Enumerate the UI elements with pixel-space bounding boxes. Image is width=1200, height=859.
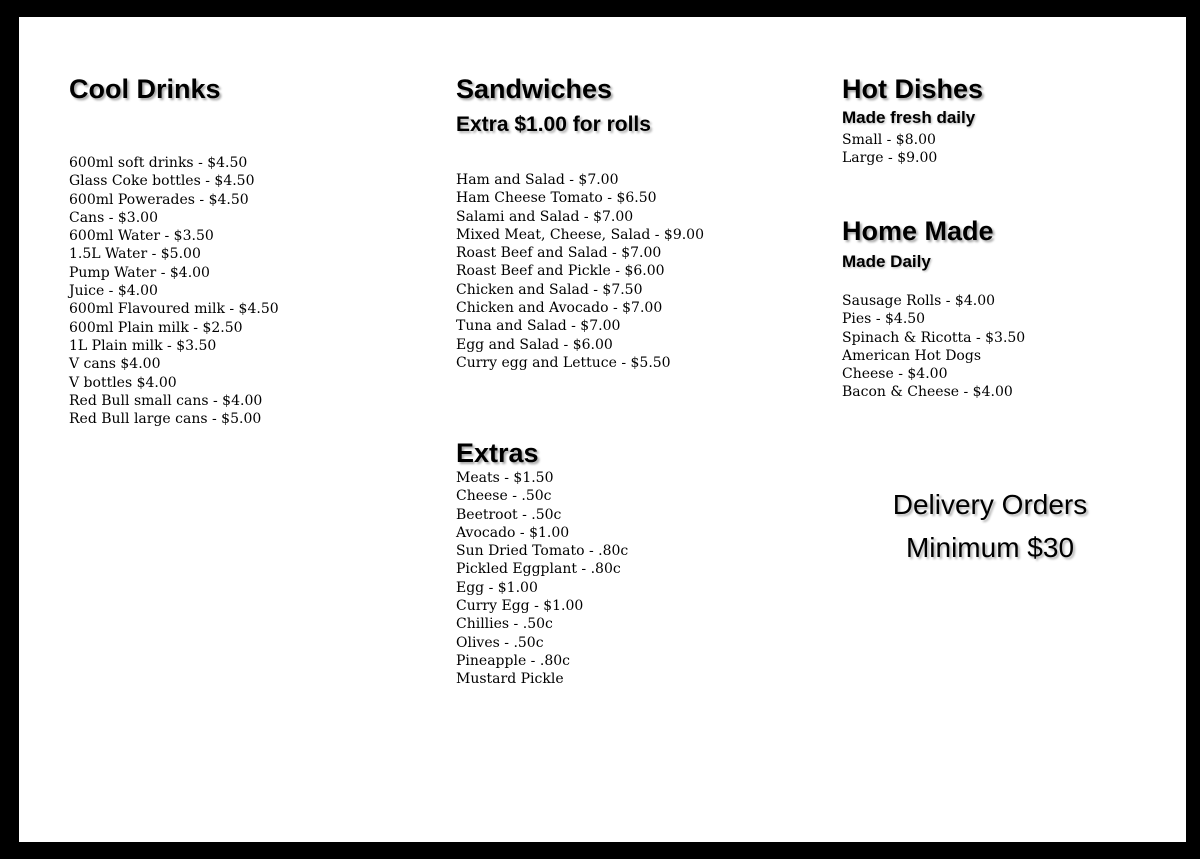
menu-item: Pump Water - $4.00 (69, 264, 210, 281)
delivery-notice (854, 483, 1126, 569)
menu-item: Sun Dried Tomato - .80c (456, 543, 629, 560)
menu-item: Roast Beef and Pickle - $6.00 (456, 263, 665, 280)
menu-item: Cheese - .50c (456, 488, 552, 505)
menu-item: 1L Plain milk - $3.50 (69, 337, 217, 354)
home-made-title: Home Made (842, 216, 994, 246)
menu-item: Curry egg and Lettuce - $5.50 (456, 354, 671, 371)
menu-item: Egg - $1.00 (456, 579, 538, 596)
sandwiches-list (456, 171, 704, 372)
menu-item: 1.5L Water - $5.00 (69, 246, 201, 263)
extras-list (456, 469, 628, 689)
menu-item: Pickled Eggplant - .80c (456, 561, 621, 578)
menu-item: Meats - $1.50 (456, 470, 554, 486)
menu-item: Ham and Salad - $7.00 (456, 172, 619, 188)
menu-item: 600ml Powerades - $4.50 (69, 191, 249, 208)
menu-item: 600ml Plain milk - $2.50 (69, 319, 243, 336)
menu-item: Roast Beef and Salad - $7.00 (456, 245, 662, 262)
menu-item: Red Bull large cans - $5.00 (69, 411, 262, 428)
menu-item: Juice - $4.00 (69, 283, 158, 300)
extras-section (456, 437, 628, 689)
menu-item: Beetroot - .50c (456, 506, 562, 523)
menu-item: Tuna and Salad - $7.00 (456, 318, 621, 335)
home-made-subtitle: Made Daily (842, 252, 931, 271)
menu-item: Mixed Meat, Cheese, Salad - $9.00 (456, 226, 705, 243)
hot-dishes-subtitle: Made fresh daily (842, 108, 976, 127)
menu-item: Glass Coke bottles - $4.50 (69, 173, 255, 190)
menu-item: Spinach & Ricotta - $3.50 (842, 329, 1026, 346)
hot-dishes-title: Hot Dishes (842, 74, 984, 104)
menu-item: Small - $8.00 (842, 132, 936, 148)
menu-item: Bacon & Cheese - $4.00 (842, 384, 1013, 401)
home-made-list (842, 292, 1025, 402)
hot-dishes-list (842, 131, 983, 168)
menu-item: Cheese - $4.00 (842, 366, 948, 383)
menu-item: Curry Egg - $1.00 (456, 598, 584, 615)
menu-item: Sausage Rolls - $4.00 (842, 293, 996, 309)
menu-item: Salami and Salad - $7.00 (456, 208, 634, 225)
delivery-line-1: Delivery Orders (892, 489, 1088, 520)
menu-item: Pies - $4.50 (842, 311, 926, 328)
delivery-line-2: Minimum $30 (905, 532, 1075, 563)
sandwiches-subtitle: Extra $1.00 for rolls (456, 113, 651, 136)
menu-item: 600ml Water - $3.50 (69, 228, 214, 245)
sandwiches-section (456, 73, 704, 372)
menu-item: Ham Cheese Tomato - $6.50 (456, 190, 657, 207)
menu-item: V bottles $4.00 (69, 374, 177, 391)
menu-item: 600ml soft drinks - $4.50 (69, 155, 248, 171)
menu-item: V cans $4.00 (69, 356, 161, 373)
menu-item: Olives - .50c (456, 634, 544, 651)
menu-item: Pineapple - .80c (456, 652, 570, 669)
menu-item: American Hot Dogs (842, 347, 982, 364)
menu-item: Cans - $3.00 (69, 209, 158, 226)
menu-item: Large - $9.00 (842, 150, 938, 167)
menu-item: Red Bull small cans - $4.00 (69, 392, 263, 409)
cool-drinks-title: Cool Drinks (69, 74, 221, 104)
hot-dishes-section (842, 73, 983, 168)
menu-item: Chicken and Avocado - $7.00 (456, 300, 663, 317)
sandwiches-title: Sandwiches (456, 74, 613, 104)
home-made-section (842, 215, 1025, 402)
extras-title: Extras (456, 438, 539, 468)
menu-item: Avocado - $1.00 (456, 524, 570, 541)
menu-item: Chicken and Salad - $7.50 (456, 281, 643, 298)
cool-drinks-list (69, 154, 279, 428)
menu-item: Chillies - .50c (456, 616, 553, 633)
menu-page (19, 17, 1186, 842)
menu-item: Egg and Salad - $6.00 (456, 336, 613, 353)
cool-drinks-section (69, 73, 279, 428)
menu-item: 600ml Flavoured milk - $4.50 (69, 301, 279, 318)
menu-item: Mustard Pickle (456, 671, 564, 688)
